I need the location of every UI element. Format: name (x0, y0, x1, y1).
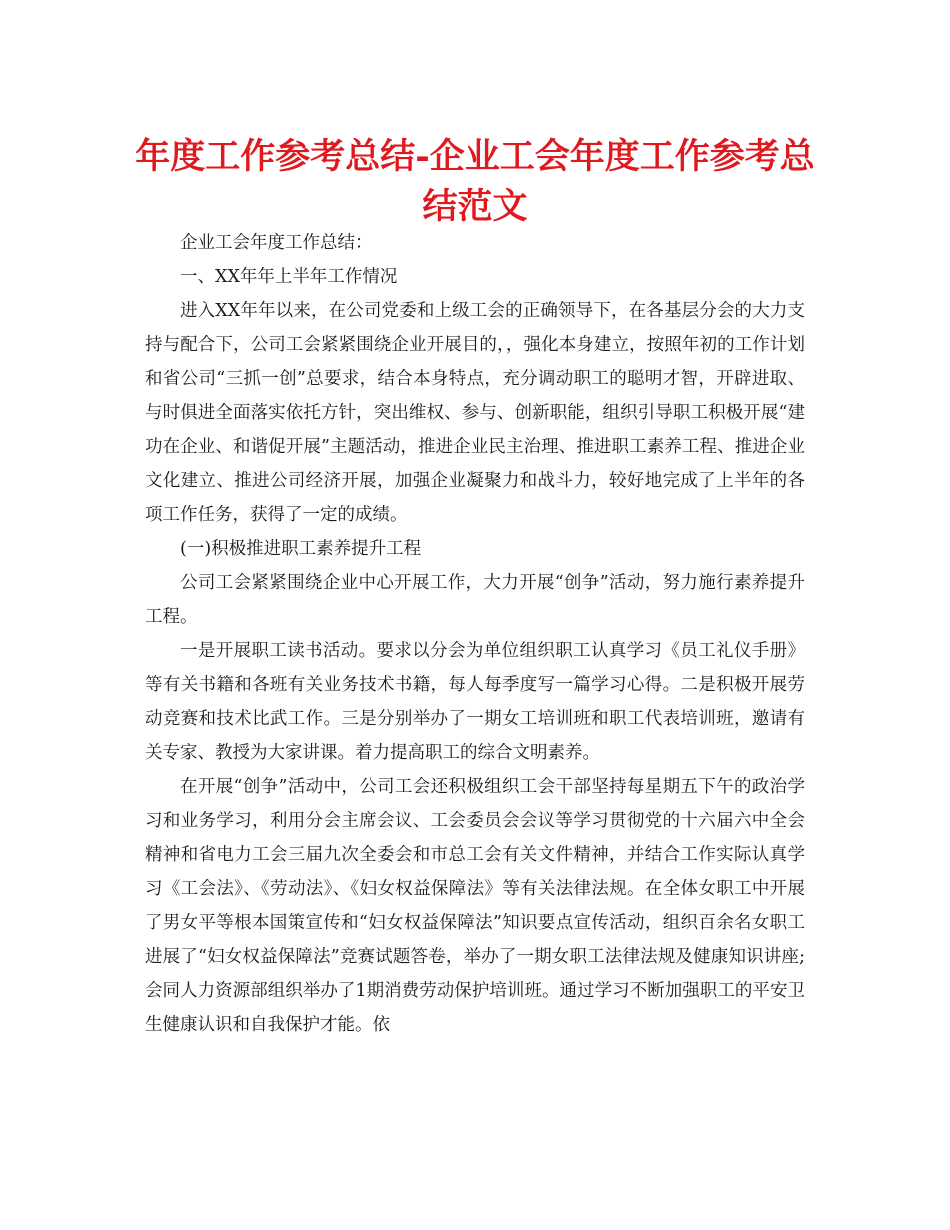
section-heading-1: 一、XX年年上半年工作情况 (180, 267, 398, 287)
paragraph-reading-activity: 一是开展职工读书活动。要求以分会为单位组织职工认真学习《员工礼仪手册》等有关书籍和各班有关业务技术书籍，每人每季度写一篇学习心得。二是积极开展劳动竞赛和技术比武工作。三是分别举办了一期女工培训班和职工代表培训班，邀请有关专家、教授为大家讲课。着力提高职工的综合文明素养。 (145, 641, 805, 763)
paragraph-intro: 企业工会年度工作总结： (180, 233, 373, 253)
paragraph-overview: 进入XX年年以来，在公司党委和上级工会的正确领导下，在各基层分会的大力支持与配合下，公司工会紧紧围绕企业开展目的，，强化本身建立，按照年初的工作计划和省公司“三抓一创”总要求，结合本身特点，充分调动职工的聪明才智，开辟进取、与时俱进全面落实依托方针，突出维权、参与、创新职能，组织引导职工积极开展“建功在企业、和谐促开展”主题活动，推进企业民主治理、推进职工素养工程、推进企业文化建立、推进公司经济开展，加强企业凝聚力和战斗力，较好地完成了上半年的各项工作任务，获得了一定的成绩。 (145, 301, 805, 525)
paragraph-chuangzheng: 公司工会紧紧围绕企业中心开展工作，大力开展“创争”活动，努力施行素养提升工程。 (145, 573, 805, 627)
subsection-heading-1: (一)积极推进职工素养提升工程 (180, 539, 422, 559)
document-title: 年度工作参考总结-企业工会年度工作参考总结范文 (135, 136, 815, 227)
document-body (145, 226, 805, 1042)
paragraph-study-activity: 在开展“创争”活动中，公司工会还积极组织工会干部坚持每星期五下午的政治学习和业务学习，利用分会主席会议、工会委员会会议等学习贯彻党的十六届六中全会精神和省电力工会三届九次全委会和市总工会有关文件精神，并结合工作实际认真学习《工会法》、《劳动法》、《妇女权益保障法》等有关法律法规。在全体女职工中开展了男女平等根本国策宣传和“妇女权益保障法”知识要点宣传活动，组织百余名女职工进展了“妇女权益保障法”竞赛试题答卷，举办了一期女职工法律法规及健康知识讲座;会同人力资源部组织举办了1期消费劳动保护培训班。通过学习不断加强职工的平安卫生健康认识和自我保护才能。依 (145, 777, 805, 1035)
